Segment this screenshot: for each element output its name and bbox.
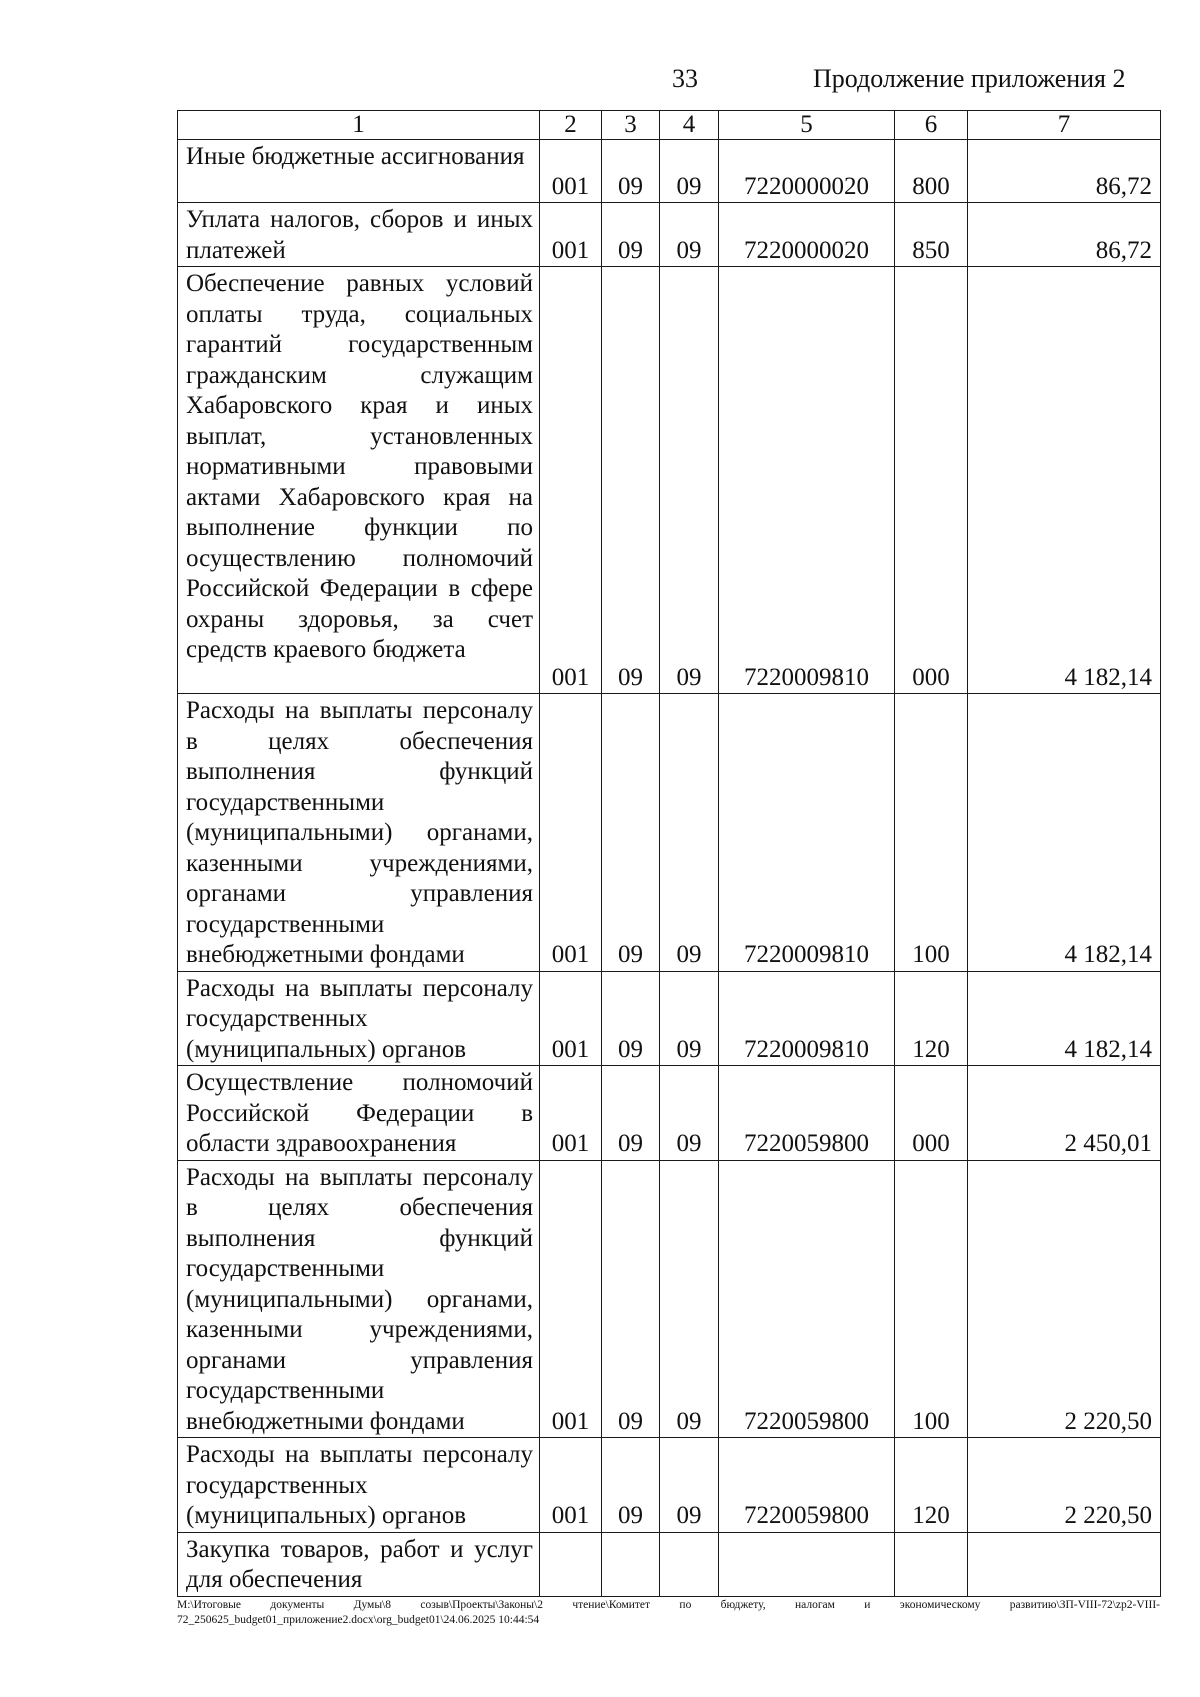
expense-type-code bbox=[895, 1532, 968, 1596]
section-code: 09 bbox=[602, 1066, 660, 1161]
expense-type-code: 800 bbox=[895, 140, 968, 203]
section-code: 09 bbox=[602, 140, 660, 203]
amount bbox=[968, 1532, 1161, 1596]
amount: 86,72 bbox=[968, 140, 1161, 203]
expense-name: Закупка товаров, работ и услуг для обеспечения bbox=[178, 1532, 540, 1596]
target-article-code bbox=[719, 1532, 895, 1596]
ministry-code: 001 bbox=[540, 140, 602, 203]
budget-table bbox=[177, 110, 1161, 1597]
expense-type-code: 850 bbox=[895, 203, 968, 267]
expense-type-code: 100 bbox=[895, 1160, 968, 1438]
column-header: 1 bbox=[178, 111, 540, 140]
expense-name: Осуществление полномочий Российской Федерации в области здравоохранения bbox=[178, 1066, 540, 1161]
column-header: 4 bbox=[660, 111, 719, 140]
subsection-code: 09 bbox=[660, 1066, 719, 1161]
amount: 86,72 bbox=[968, 203, 1161, 267]
expense-name: Обеспечение равных условий оплаты труда, социальных гарантий государственным гражданским служащим Хабаровского края и иных выплат, установленных нормативными правовыми актами Хабаровского края на выполнение функции по осуществлению полномочий Российской Федерации в сфере охраны здоровья, за счет средств краевого бюджета bbox=[178, 267, 540, 694]
section-code: 09 bbox=[602, 1160, 660, 1438]
subsection-code: 09 bbox=[660, 203, 719, 267]
expense-type-code: 120 bbox=[895, 1438, 968, 1533]
subsection-code: 09 bbox=[660, 140, 719, 203]
expense-name: Расходы на выплаты персоналу в целях обеспечения выполнения функций государственными (муниципальными) органами, казенными учреждениями, органами управления государственными внебюджетными фондами bbox=[178, 694, 540, 972]
section-code: 09 bbox=[602, 971, 660, 1066]
section-code bbox=[602, 1532, 660, 1596]
column-header: 2 bbox=[540, 111, 602, 140]
subsection-code: 09 bbox=[660, 971, 719, 1066]
document-file-path-footer: M:\Итоговые документы Думы\8 созыв\Проекты\Законы\2 чтение\Комитет по бюджету, налогам и экономическому развитию\ЗП-VIII-72\zp2-VIII-72_250625_budget01_приложение2.docx\org_budget01\24.06.2025 10:44:54 bbox=[177, 1599, 1160, 1626]
column-header: 3 bbox=[602, 111, 660, 140]
expense-name: Иные бюджетные ассигнования bbox=[178, 140, 540, 203]
target-article-code: 7220009810 bbox=[719, 694, 895, 972]
table-row bbox=[178, 203, 1161, 267]
table-row bbox=[178, 267, 1161, 694]
amount: 4 182,14 bbox=[968, 694, 1161, 972]
target-article-code: 7220059800 bbox=[719, 1160, 895, 1438]
expense-name: Уплата налогов, сборов и иных платежей bbox=[178, 203, 540, 267]
section-code: 09 bbox=[602, 694, 660, 972]
ministry-code: 001 bbox=[540, 1066, 602, 1161]
section-code: 09 bbox=[602, 1438, 660, 1533]
ministry-code: 001 bbox=[540, 1160, 602, 1438]
column-header: 7 bbox=[968, 111, 1161, 140]
subsection-code bbox=[660, 1532, 719, 1596]
table-row bbox=[178, 1160, 1161, 1438]
target-article-code: 7220000020 bbox=[719, 140, 895, 203]
table-row bbox=[178, 694, 1161, 972]
subsection-code: 09 bbox=[660, 1438, 719, 1533]
amount: 2 220,50 bbox=[968, 1160, 1161, 1438]
table-row bbox=[178, 140, 1161, 203]
target-article-code: 7220009810 bbox=[719, 267, 895, 694]
table-row bbox=[178, 1532, 1161, 1596]
amount: 4 182,14 bbox=[968, 267, 1161, 694]
expense-type-code: 000 bbox=[895, 267, 968, 694]
expense-name: Расходы на выплаты персоналу государственных (муниципальных) органов bbox=[178, 971, 540, 1066]
target-article-code: 7220059800 bbox=[719, 1066, 895, 1161]
amount: 2 450,01 bbox=[968, 1066, 1161, 1161]
expense-name: Расходы на выплаты персоналу в целях обеспечения выполнения функций государственными (муниципальными) органами, казенными учреждениями, органами управления государственными внебюджетными фондами bbox=[178, 1160, 540, 1438]
table-row bbox=[178, 971, 1161, 1066]
section-code: 09 bbox=[602, 203, 660, 267]
table-row bbox=[178, 1066, 1161, 1161]
expense-type-code: 100 bbox=[895, 694, 968, 972]
target-article-code: 7220009810 bbox=[719, 971, 895, 1066]
target-article-code: 7220000020 bbox=[719, 203, 895, 267]
ministry-code: 001 bbox=[540, 971, 602, 1066]
column-header: 6 bbox=[895, 111, 968, 140]
amount: 2 220,50 bbox=[968, 1438, 1161, 1533]
page-number: 33 bbox=[672, 64, 698, 93]
table-row bbox=[178, 1438, 1161, 1533]
column-header: 5 bbox=[719, 111, 895, 140]
subsection-code: 09 bbox=[660, 267, 719, 694]
expense-type-code: 000 bbox=[895, 1066, 968, 1161]
table-header-row bbox=[178, 111, 1161, 140]
section-code: 09 bbox=[602, 267, 660, 694]
expense-name: Расходы на выплаты персоналу государственных (муниципальных) органов bbox=[178, 1438, 540, 1533]
target-article-code: 7220059800 bbox=[719, 1438, 895, 1533]
expense-type-code: 120 bbox=[895, 971, 968, 1066]
subsection-code: 09 bbox=[660, 1160, 719, 1438]
subsection-code: 09 bbox=[660, 694, 719, 972]
ministry-code: 001 bbox=[540, 203, 602, 267]
ministry-code: 001 bbox=[540, 267, 602, 694]
appendix-continuation-caption: Продолжение приложения 2 bbox=[813, 64, 1126, 93]
ministry-code bbox=[540, 1532, 602, 1596]
ministry-code: 001 bbox=[540, 1438, 602, 1533]
amount: 4 182,14 bbox=[968, 971, 1161, 1066]
ministry-code: 001 bbox=[540, 694, 602, 972]
